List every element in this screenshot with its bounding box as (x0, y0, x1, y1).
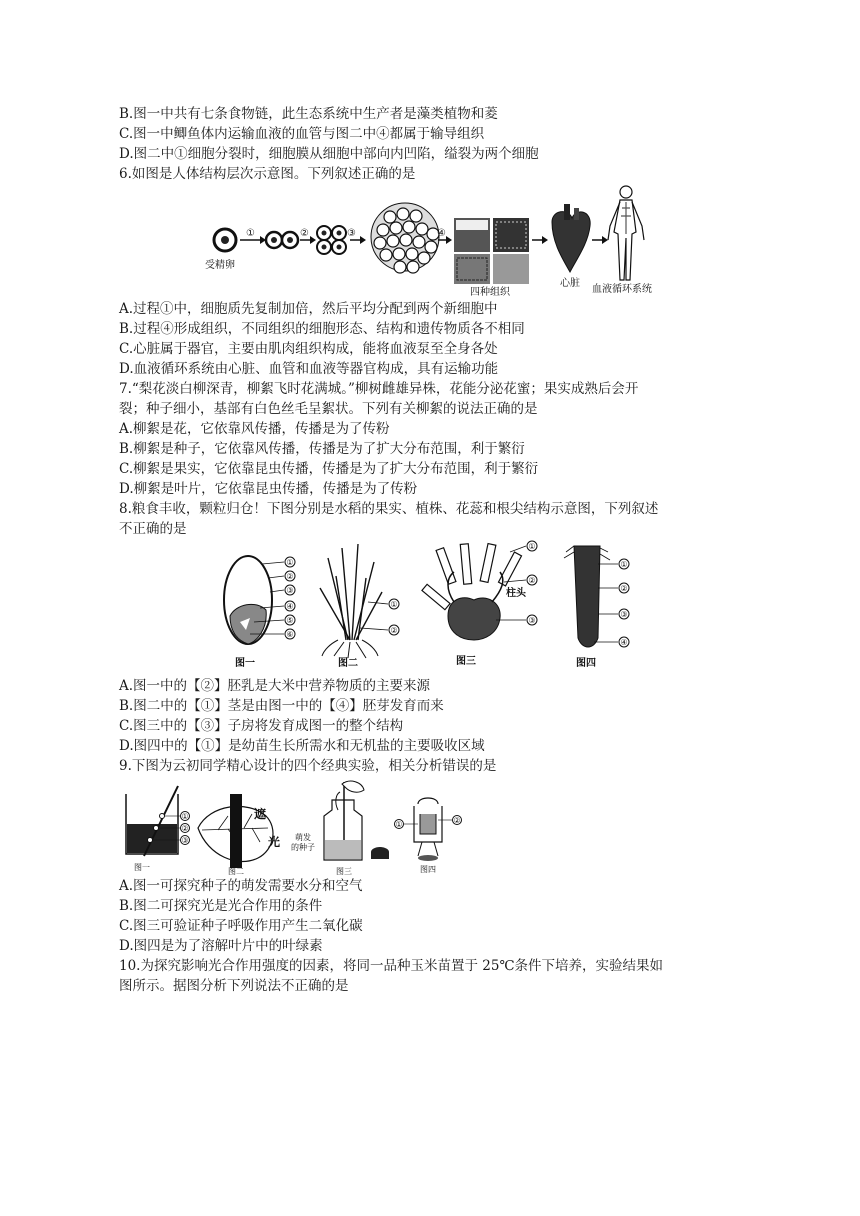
svg-text:①: ① (395, 820, 403, 829)
svg-text:①: ① (390, 600, 398, 609)
fig8-caption-4: 图四 (576, 658, 596, 669)
fig8-caption-2: 图二 (338, 658, 358, 669)
svg-text:②: ② (390, 626, 398, 635)
svg-text:③: ③ (286, 586, 294, 595)
q8-option-d: D.图四中的【①】是幼苗生长所需水和无机盐的主要吸收区域 (119, 738, 485, 754)
q9-figure-experiments (118, 780, 468, 876)
beaker-seeds (126, 786, 180, 856)
svg-text:⑥: ⑥ (286, 630, 294, 639)
q6-figure-body-levels (200, 182, 660, 298)
step-2-label: ② (300, 228, 309, 239)
svg-text:①: ① (181, 812, 189, 821)
q8-option-b: B.图二中的【①】茎是由图一中的【④】胚芽发育而来 (119, 698, 444, 714)
step-3-label: ③ (347, 228, 356, 239)
fig9-caption-3: 图三 (336, 867, 352, 876)
fig9-caption-2: 图二 (228, 867, 244, 876)
q10-stem-line1: 10.为探究影响光合作用强度的因素，将同一品种玉米苗置于 25℃条件下培养，实验结果如 (119, 958, 664, 974)
fig9-caption-1: 图一 (134, 863, 150, 872)
svg-text:①: ① (620, 560, 628, 569)
q5-option-d: D.图二中①细胞分裂时，细胞膜从细胞中部向内凹陷，缢裂为两个细胞 (119, 146, 539, 162)
fig8-caption-1: 图一 (235, 658, 255, 669)
q7-option-c: C.柳絮是果实，它依靠昆虫传播，传播是为了扩大分布范围，利于繁衍 (119, 461, 539, 477)
heart-label: 心脏 (560, 278, 580, 289)
water-bath (404, 798, 452, 861)
q6-option-d: D.血液循环系统由心脏、血管和血液等器官构成，具有运输功能 (119, 361, 499, 377)
q5-option-b: B.图一中共有七条食物链，此生态系统中生产者是藻类植物和菱 (119, 106, 498, 122)
svg-text:②: ② (286, 572, 294, 581)
q7-stem-line1: 7.“梨花淡白柳深青，柳絮飞时花满城。”柳树雌雄异株，花能分泌花蜜；果实成熟后会开 (119, 381, 639, 397)
q8-figure-rice (210, 538, 650, 674)
tissue-label: 四种组织 (470, 287, 510, 298)
shade-char-2: 光 (268, 835, 281, 849)
q7-option-b: B.柳絮是种子，它依靠风传播，传播是为了扩大分布范围，利于繁衍 (119, 441, 525, 457)
svg-text:②: ② (453, 816, 461, 825)
q6-option-b: B.过程④形成组织，不同组织的细胞形态、结构和遗传物质各不相同 (119, 321, 525, 337)
step-4-label: ④ (437, 228, 446, 239)
q6-option-c: C.心脏属于器官，主要由肌肉组织构成，能将血液泵至全身各处 (119, 341, 498, 357)
fig8-caption-3: 图三 (456, 656, 476, 667)
svg-text:③: ③ (620, 610, 628, 619)
q10-stem-line2: 图所示。据图分析下列说法不正确的是 (119, 978, 349, 994)
system-label: 血液循环系统 (592, 284, 652, 295)
svg-text:④: ④ (620, 638, 628, 647)
root-tip (564, 546, 618, 647)
four-tissues-image (454, 218, 529, 284)
q7-stem-line2: 裂；种子细小，基部有白色丝毛呈絮状。下列有关柳絮的说法正确的是 (119, 401, 538, 417)
q6-stem: 6.如图是人体结构层次示意图。下列叙述正确的是 (119, 166, 416, 182)
four-cell-stage (317, 226, 346, 254)
svg-text:②: ② (181, 824, 189, 833)
zygote-label: 受精卵 (205, 260, 235, 271)
q8-option-a: A.图一中的【②】胚乳是大米中营养物质的主要来源 (119, 678, 431, 694)
fig9-caption-4: 图四 (420, 865, 436, 874)
q7-option-a: A.柳絮是花，它依靠风传播，传播是为了传粉 (119, 421, 390, 437)
two-cell-stage (266, 232, 298, 248)
svg-text:③: ③ (528, 616, 536, 625)
zygote-cell (214, 229, 236, 251)
svg-text:②: ② (528, 576, 536, 585)
seeds-label-1: 萌发 (295, 833, 311, 842)
q9-option-c: C.图三可验证种子呼吸作用产生二氧化碳 (119, 918, 363, 934)
q8-stem-line2: 不正确的是 (119, 521, 187, 537)
svg-text:④: ④ (286, 602, 294, 611)
q8-stem-line1: 8.粮食丰收，颗粒归仓！下图分别是水稻的果实、植株、花蕊和根尖结构示意图，下列叙述 (119, 501, 659, 517)
q9-option-a: A.图一可探究种子的萌发需要水分和空气 (119, 878, 363, 894)
jar-candle (324, 781, 389, 860)
shade-char-1: 遮 (254, 807, 267, 821)
q8-option-c: C.图三中的【③】子房将发育成图一的整个结构 (119, 718, 404, 734)
svg-text:②: ② (620, 584, 628, 593)
rice-plant (320, 544, 388, 658)
svg-text:①: ① (286, 558, 294, 567)
q7-option-d: D.柳絮是叶片，它依靠昆虫传播，传播是为了传粉 (119, 481, 418, 497)
q9-option-d: D.图四是为了溶解叶片中的叶绿素 (119, 938, 323, 954)
q9-option-b: B.图二可探究光是光合作用的条件 (119, 898, 323, 914)
heart-image (552, 204, 590, 272)
svg-text:③: ③ (181, 836, 189, 845)
rice-grain (224, 556, 295, 644)
leaf-shaded (198, 794, 273, 868)
step-1-label: ① (246, 228, 255, 239)
q9-stem: 9.下图为云初同学精心设计的四个经典实验，相关分析错误的是 (119, 758, 497, 774)
human-figure (608, 186, 644, 280)
cell-mass (371, 203, 439, 273)
stigma-label: 柱头 (506, 588, 526, 599)
q6-option-a: A.过程①中，细胞质先复制加倍，然后平均分配到两个新细胞中 (119, 301, 498, 317)
svg-text:①: ① (528, 542, 536, 551)
q5-option-c: C.图一中鲫鱼体内运输血液的血管与图二中④都属于输导组织 (119, 126, 485, 142)
seeds-label-2: 的种子 (291, 843, 315, 852)
svg-text:⑤: ⑤ (286, 616, 294, 625)
